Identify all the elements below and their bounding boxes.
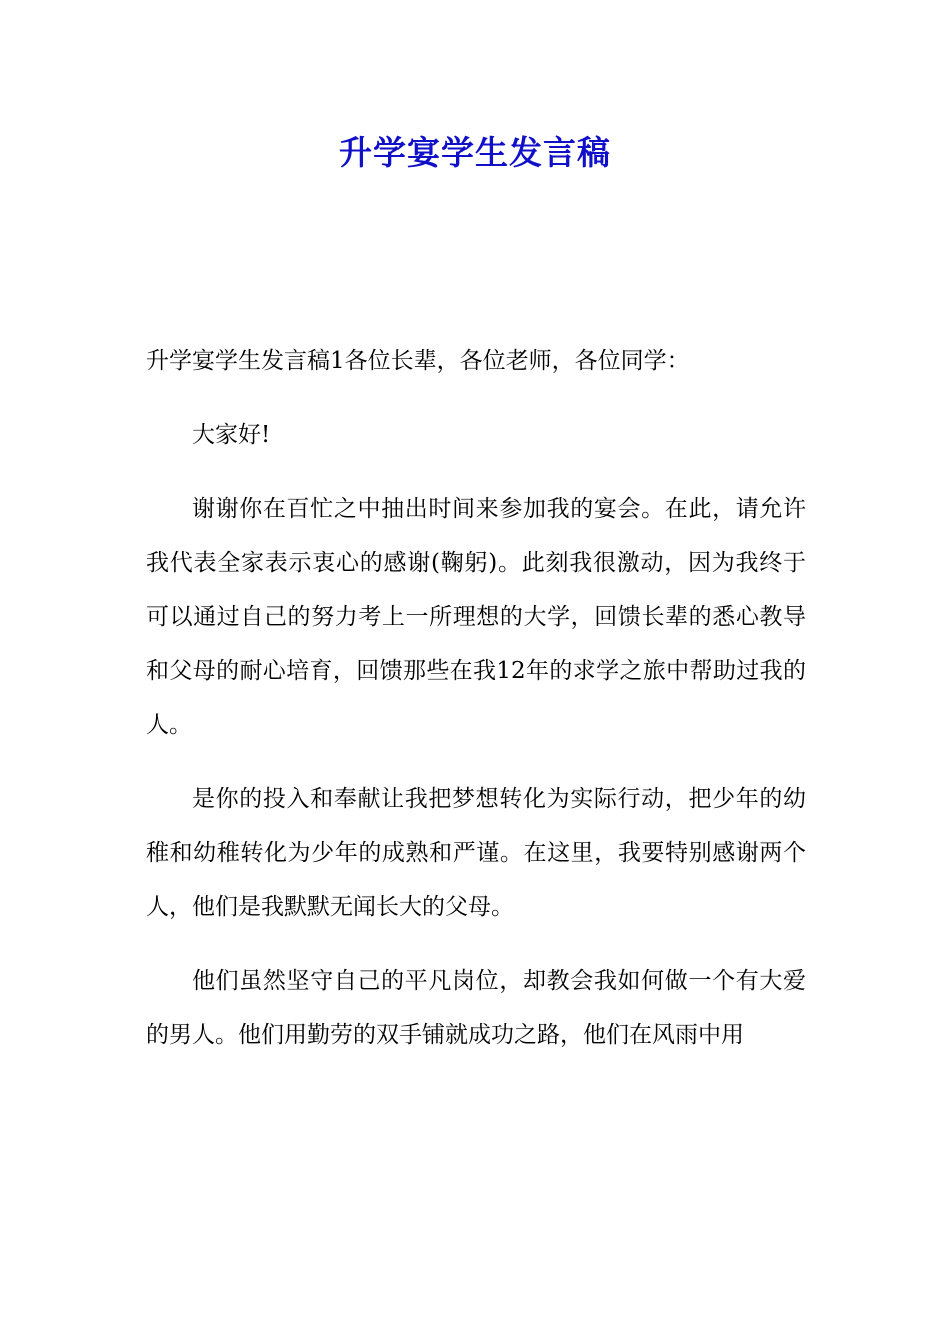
greeting-paragraph: 大家好! [192, 422, 271, 448]
body-paragraph-dedication: 是你的投入和奉献让我把梦想转化为实际行动，把少年的幼稚和幼稚转化为少年的成熟和严谨。在这里，我要特别感谢两个人，他们是我默默无闻长大的父母。 [146, 786, 806, 920]
salutation-paragraph: 升学宴学生发言稿1各位长辈，各位老师，各位同学： [146, 348, 690, 374]
document-title: 升学宴学生发言稿 [339, 133, 611, 172]
body-paragraph-parents: 他们虽然坚守自己的平凡岗位，却教会我如何做一个有大爱的男人。他们用勤劳的双手铺就成功之路，他们在风雨中用 [146, 968, 806, 1048]
document-body [146, 334, 806, 1062]
body-paragraph-thanks: 谢谢你在百忙之中抽出时间来参加我的宴会。在此，请允许我代表全家表示衷心的感谢(鞠躬)。此刻我很激动，因为我终于可以通过自己的努力考上一所理想的大学，回馈长辈的悉心教导和父母的耐心培育，回馈那些在我12年的求学之旅中帮助过我的人。 [146, 496, 806, 738]
